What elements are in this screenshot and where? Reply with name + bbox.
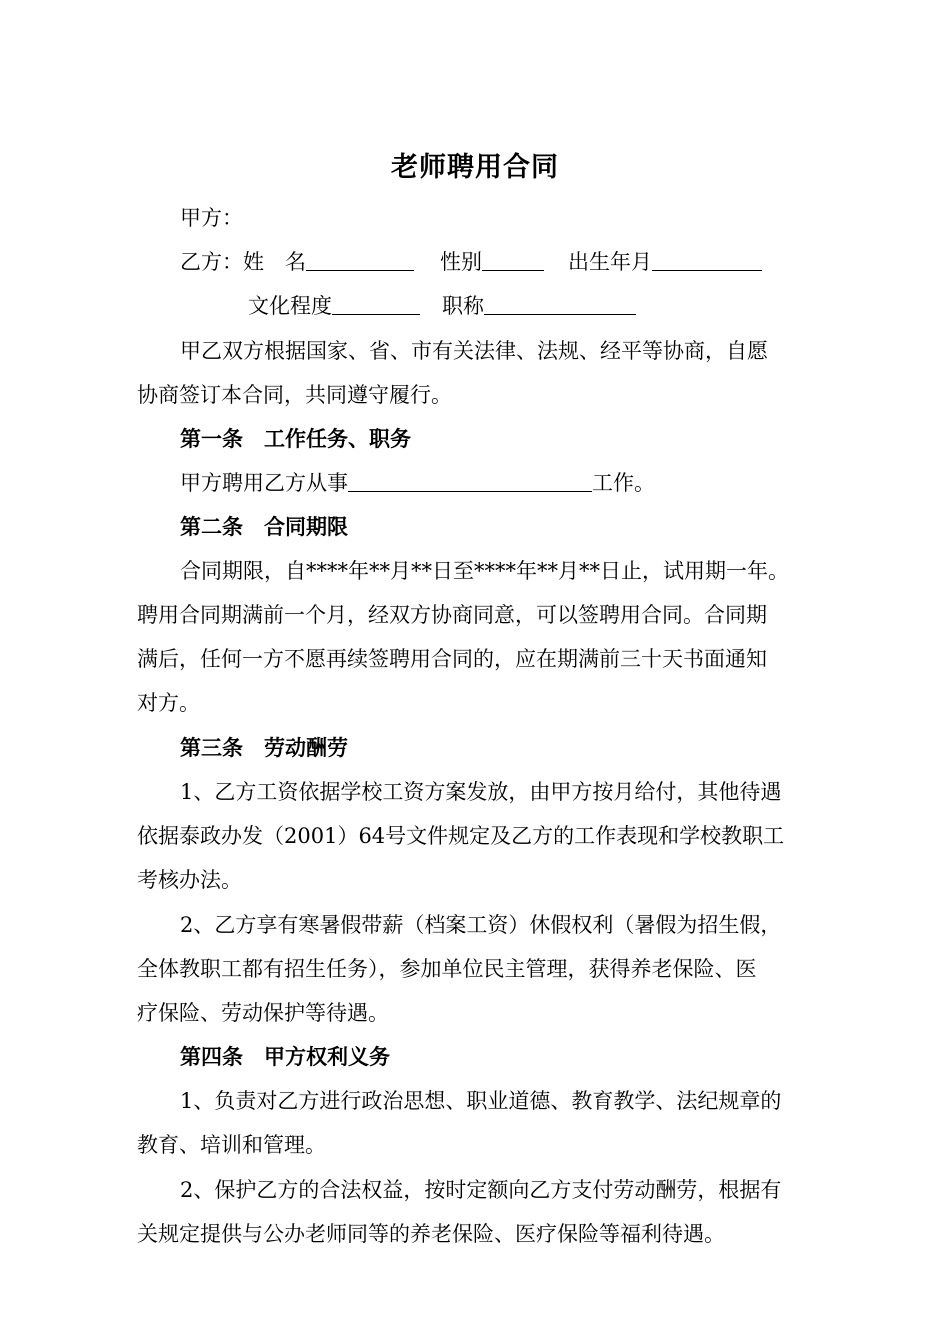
gender-label: 性别 bbox=[440, 250, 482, 274]
article1-text bbox=[180, 469, 655, 497]
name-blank bbox=[306, 248, 414, 271]
intro-line-2: 协商签订本合同，共同遵守履行。 bbox=[137, 383, 452, 407]
name-label: 姓 名 bbox=[243, 250, 306, 274]
article4-item1-line-1: 1、负责对乙方进行政治思想、职业道德、教育教学、法纪规章的 bbox=[180, 1089, 782, 1113]
article3-heading: 第三条 劳动酬劳 bbox=[180, 736, 348, 760]
birth-label: 出生年月 bbox=[568, 250, 652, 274]
article3-item2-line-3: 疗保险、劳动保护等待遇。 bbox=[137, 1001, 389, 1025]
article2-line-2: 聘用合同期满前一个月，经双方协商同意，可以签聘用合同。合同期 bbox=[137, 603, 767, 627]
birth-blank bbox=[652, 248, 762, 271]
article4-heading: 第四条 甲方权利义务 bbox=[180, 1045, 390, 1069]
article1-text-after: 工作。 bbox=[592, 471, 655, 495]
title-label: 职称 bbox=[442, 294, 484, 318]
article2-heading: 第二条 合同期限 bbox=[180, 515, 348, 539]
article4-item2-line-1: 2、保护乙方的合法权益，按时定额向乙方支付劳动酬劳，根据有 bbox=[180, 1178, 782, 1202]
article3-item1-line-3: 考核办法。 bbox=[137, 868, 242, 892]
article2-line-1: 合同期限，自****年**月**日至****年**月**日止，试用期一年。 bbox=[180, 559, 789, 583]
job-blank bbox=[348, 469, 592, 492]
title-blank bbox=[484, 292, 636, 315]
article2-line-3: 满后，任何一方不愿再续签聘用合同的，应在期满前三十天书面通知 bbox=[137, 647, 767, 671]
party-b-label: 乙方： bbox=[180, 250, 243, 274]
article2-line-4: 对方。 bbox=[137, 691, 200, 715]
article3-item1-line-1: 1、乙方工资依据学校工资方案发放，由甲方按月给付，其他待遇 bbox=[180, 780, 782, 804]
education-blank bbox=[332, 292, 420, 315]
party-a-label: 甲方： bbox=[180, 206, 243, 230]
article4-item2-line-2: 关规定提供与公办老师同等的养老保险、医疗保险等福利待遇。 bbox=[137, 1222, 725, 1246]
party-b-line bbox=[180, 248, 762, 276]
gender-blank bbox=[482, 248, 544, 271]
party-b-line-2 bbox=[248, 292, 636, 320]
intro-line-1: 甲乙双方根据国家、省、市有关法律、法规、经平等协商，自愿 bbox=[180, 339, 768, 363]
article3-item2-line-2: 全体教职工都有招生任务），参加单位民主管理，获得养老保险、医 bbox=[137, 957, 757, 981]
article1-text-before: 甲方聘用乙方从事 bbox=[180, 471, 348, 495]
document-title: 老师聘用合同 bbox=[391, 152, 559, 183]
party-a-line bbox=[180, 204, 243, 232]
article1-heading: 第一条 工作任务、职务 bbox=[180, 427, 411, 451]
education-label: 文化程度 bbox=[248, 294, 332, 318]
article4-item1-line-2: 教育、培训和管理。 bbox=[137, 1133, 326, 1157]
article3-item1-line-2: 依据泰政办发（2001）64号文件规定及乙方的工作表现和学校教职工 bbox=[137, 824, 785, 848]
article3-item2-line-1: 2、乙方享有寒暑假带薪（档案工资）休假权利（暑假为招生假， bbox=[180, 913, 782, 937]
